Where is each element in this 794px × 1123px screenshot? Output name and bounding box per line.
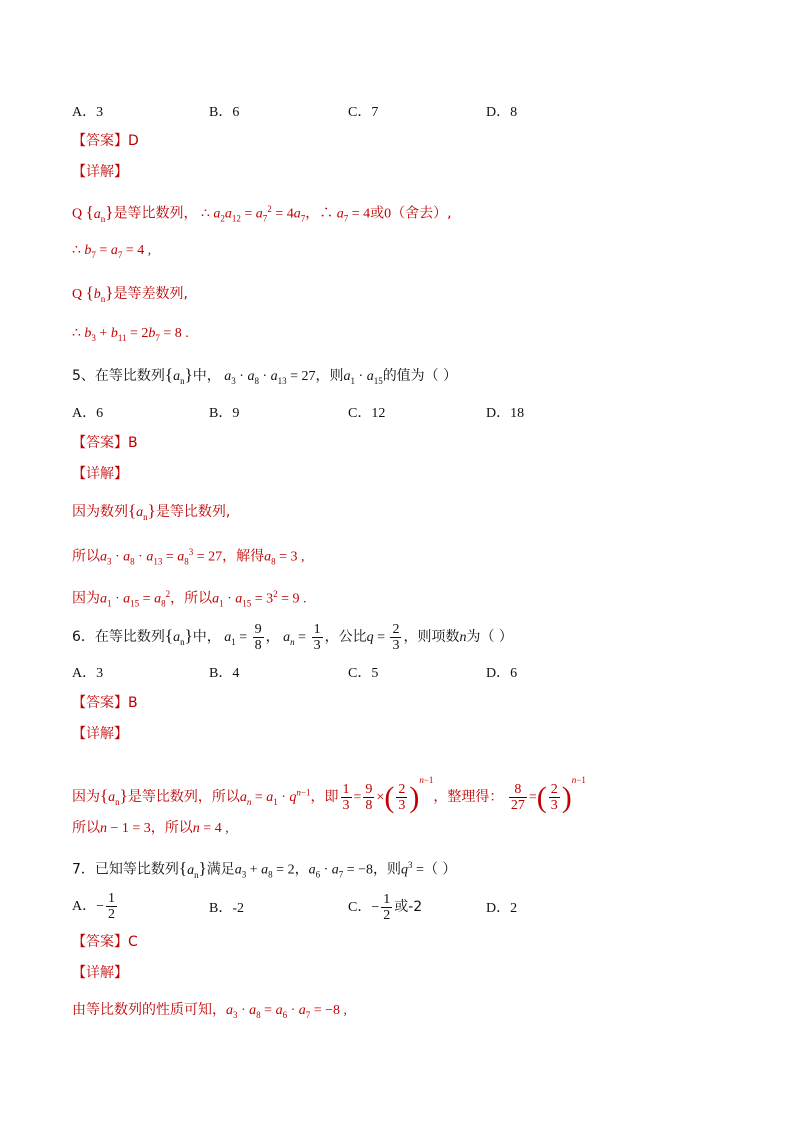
detail-tag: 【详解】 [72,164,128,180]
solution-line: 因为$\{a_n\}$是等比数列，所以$a_n = a_1 \cdot q^{n-1}$，即 $\frac{1}{3}$ = $\frac{9}{8}$ ×( $\frac{2}{3}$ )$^{n-1}$，整理得： $\frac{8}{27}$ =( $\frac{2}{3}$ )$^{n-1}$ [72,775,586,814]
solution-line: ∴ $b_3 + b_{11} = 2b_7 = 8$ . [72,326,189,343]
solution-line: 因为$a_1 \cdot a_{15} = a_8^2$，所以$a_1 \cdot a_{15} = 3^2 = 9$ . [72,589,307,609]
option-a: A．3 [72,666,104,681]
option-d: D．8 [486,105,518,120]
answer-tag: 【答案】C [72,934,138,950]
detail-tag: 【详解】 [72,965,128,981]
option-a: A．− $\frac{1}{2}$ [72,891,116,923]
solution-line: 由等比数列的性质可知，$a_3 \cdot a_8 = a_6 \cdot a_7 = -8$ , [72,1002,348,1020]
option-a: A．3 [72,105,104,120]
solution-line: 因为数列$\{a_n\}$是等比数列, [72,501,231,522]
option-d: D．2 [486,901,518,916]
solution-line: Q $\{b_n\}$是等差数列, [72,283,188,304]
solution-line: 所以$a_3 \cdot a_8 \cdot a_{13} = a_8^3 = 27$，解得$a_8 = 3$ , [72,547,305,567]
answer-tag: 【答案】D [72,133,139,149]
answer-tag: 【答案】B [72,695,138,711]
question-stem: 7．已知等比数列$\{a_n\}$满足$a_3 + a_8 = 2$，$a_6 \cdot a_7 = -8$，则$q^3$ =（ ） [72,858,457,880]
option-b: B．4 [209,666,240,681]
solution-line: ∴ $b_7 = a_7 = 4$ , [72,243,152,260]
option-d: D．18 [486,406,525,421]
option-d: D．6 [486,666,518,681]
option-c: C．7 [348,105,379,120]
option-c: C．5 [348,666,379,681]
solution-line: 所以n − 1 = 3，所以n = 4 , [72,820,229,836]
detail-tag: 【详解】 [72,726,128,742]
option-b: B．-2 [209,901,244,916]
answer-tag: 【答案】B [72,435,138,451]
solution-line: Q $\{a_n\}$是等比数列， ∴ $a_2a_{12} = a_7^2 = 4a_7$，∴ $a_7 = 4$或0（舍去）, [72,202,452,224]
option-c: C．− $\frac{1}{2}$ 或-2 [348,892,423,924]
question-stem: 6．在等比数列$\{a_n\}$中， $a_1$ = $\frac{9}{8}$ ， $a_n$ = $\frac{1}{3}$ ，公比q = $\frac{2}{3}$ ，则项数n为（ ） [72,622,513,654]
question-stem: 5、在等比数列$\{a_n\}$中， $a_3 \cdot a_8 \cdot a_{13} = 27$，则$a_1 \cdot a_{15}$的值为（ ） [72,365,458,386]
detail-tag: 【详解】 [72,466,128,482]
because-symbol: Q [72,206,83,222]
option-b: B．6 [209,105,240,120]
option-b: B．9 [209,406,240,421]
option-c: C．12 [348,406,386,421]
option-a: A．6 [72,406,104,421]
